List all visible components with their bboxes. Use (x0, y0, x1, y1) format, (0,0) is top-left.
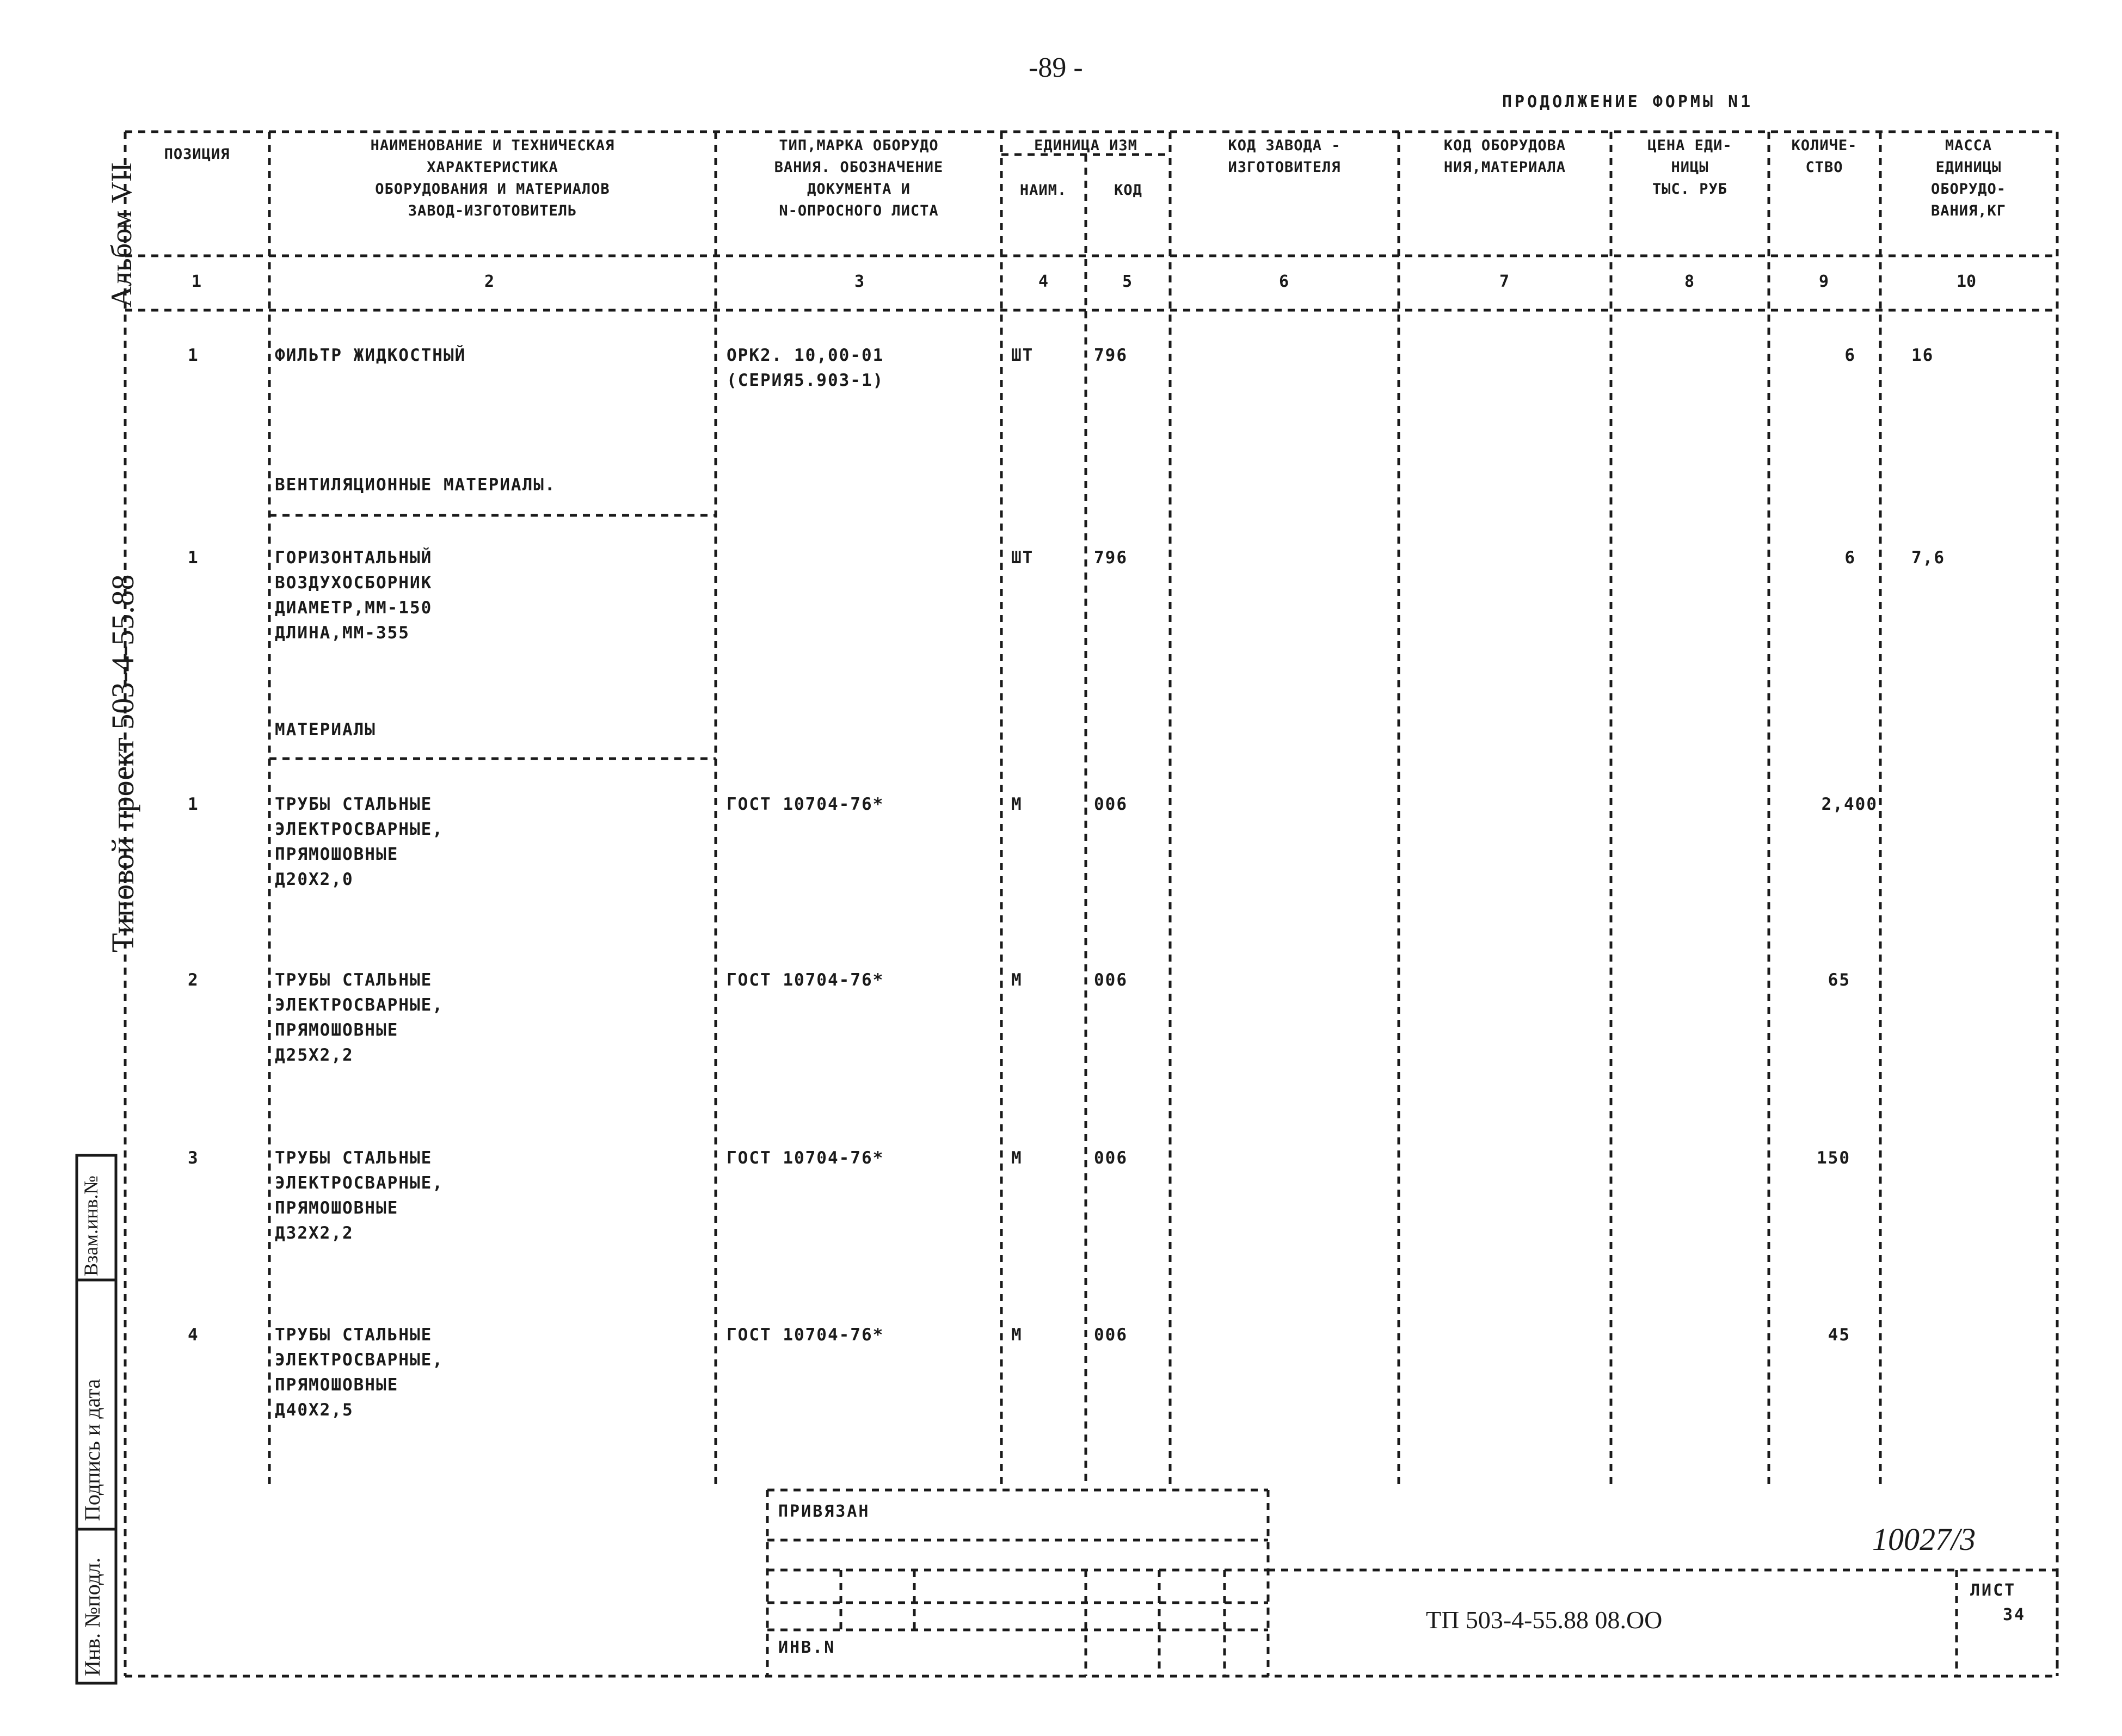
row-unit: М (1011, 795, 1023, 814)
column-number: 7 (1499, 272, 1510, 291)
column-number: 3 (854, 272, 865, 291)
section-heading: ВЕНТИЛЯЦИОННЫЕ МАТЕРИАЛЫ. (275, 475, 556, 495)
header-mass: МАССА ЕДИНИЦЫ ОБОРУДО- ВАНИЯ,КГ (1930, 137, 2007, 219)
row-quantity: 45 (1828, 1325, 1850, 1345)
row-quantity: 6 (1844, 548, 1856, 568)
row-type: ГОСТ 10704-76* (727, 1148, 884, 1168)
row-quantity: 2,400 (1821, 795, 1878, 814)
sheet-label: ЛИСТ (1970, 1581, 2016, 1600)
column-number: 5 (1122, 272, 1133, 291)
stamp-box-signature-date: Подпись и дата (80, 1378, 104, 1521)
row-name: ТРУБЫ СТАЛЬНЫЕ ЭЛЕКТРОСВАРНЫЕ, ПРЯМОШОВНЫЕ Д25Х2,2 (275, 970, 444, 1065)
column-number: 1 (192, 272, 202, 291)
row-unit-code: 796 (1094, 548, 1128, 568)
row-type: ГОСТ 10704-76* (727, 970, 884, 990)
row-name: ТРУБЫ СТАЛЬНЫЕ ЭЛЕКТРОСВАРНЫЕ, ПРЯМОШОВНЫЕ Д20Х2,0 (275, 795, 444, 889)
row-name: ГОРИЗОНТАЛЬНЫЙ ВОЗДУХОСБОРНИК ДИАМЕТР,ММ-150 ДЛИНА,ММ-355 (275, 548, 433, 643)
column-number: 6 (1279, 272, 1289, 291)
row-unit-code: 796 (1094, 346, 1128, 365)
sheet-number: 34 (2003, 1605, 2026, 1624)
header-unit: ЕДИНИЦА ИЗМ (1034, 137, 1137, 154)
header-unit-code: КОД (1114, 182, 1142, 199)
column-number: 10 (1957, 272, 1977, 291)
header-quantity: КОЛИЧЕ- СТВО (1791, 137, 1857, 176)
row-name: ТРУБЫ СТАЛЬНЫЕ ЭЛЕКТРОСВАРНЫЕ, ПРЯМОШОВНЫЕ Д40Х2,5 (275, 1325, 444, 1420)
row-unit-code: 006 (1094, 970, 1128, 990)
row-mass: 16 (1911, 346, 1934, 365)
row-position: 3 (188, 1148, 199, 1168)
row-position: 1 (188, 548, 199, 568)
header-name: НАИМЕНОВАНИЕ И ТЕХНИЧЕСКАЯ ХАРАКТЕРИСТИКА ОБОРУДОВАНИЯ И МАТЕРИАЛОВ ЗАВОД-ИЗГОТОВИТЕЛЬ (370, 137, 615, 219)
handwritten-number: 10027/3 (1872, 1522, 1976, 1557)
row-type: ГОСТ 10704-76* (727, 795, 884, 814)
row-position: 1 (188, 795, 199, 814)
album-label: Альбом VII (105, 162, 138, 307)
inventory-label: ИНВ.N (778, 1638, 836, 1657)
row-position: 2 (188, 970, 199, 990)
row-unit-code: 006 (1094, 795, 1128, 814)
column-number: 8 (1684, 272, 1695, 291)
stamp-box-inv-podl: Инв. №подл. (80, 1558, 104, 1676)
page-number: -89 - (1029, 52, 1083, 83)
header-position: ПОЗИЦИЯ (164, 146, 230, 163)
project-label: Типовой проект 503-4-55.88 (105, 574, 140, 952)
row-mass: 7,6 (1911, 548, 1945, 568)
row-quantity: 6 (1844, 346, 1856, 365)
row-name: ТРУБЫ СТАЛЬНЫЕ ЭЛЕКТРОСВАРНЫЕ, ПРЯМОШОВНЫЕ Д32Х2,2 (275, 1148, 444, 1243)
row-quantity: 150 (1817, 1148, 1850, 1168)
form-continuation-label: ПРОДОЛЖЕНИЕ ФОРМЫ N1 (1502, 93, 1754, 112)
row-quantity: 65 (1828, 970, 1850, 990)
row-unit-code: 006 (1094, 1325, 1128, 1345)
column-number: 2 (484, 272, 495, 291)
column-number: 4 (1038, 272, 1049, 291)
row-unit-code: 006 (1094, 1148, 1128, 1168)
header-type: ТИП,МАРКА ОБОРУДО ВАНИЯ. ОБОЗНАЧЕНИЕ ДОКУМЕНТА И N-ОПРОСНОГО ЛИСТА (774, 137, 944, 219)
header-equipment-code: КОД ОБОРУДОВА НИЯ,МАТЕРИАЛА (1443, 137, 1566, 176)
row-name: ФИЛЬТР ЖИДКОСТНЫЙ (275, 346, 466, 365)
row-unit: М (1011, 1148, 1023, 1168)
row-unit: М (1011, 970, 1023, 990)
privyazan-label: ПРИВЯЗАН (778, 1502, 870, 1521)
header-factory-code: КОД ЗАВОДА - ИЗГОТОВИТЕЛЯ (1228, 137, 1341, 176)
row-unit: М (1011, 1325, 1023, 1345)
row-position: 4 (188, 1325, 199, 1345)
header-unit-name: НАИМ. (1019, 182, 1067, 199)
section-heading: МАТЕРИАЛЫ (275, 720, 376, 740)
row-position: 1 (188, 346, 199, 365)
row-unit: ШТ (1011, 548, 1034, 568)
row-type: ГОСТ 10704-76* (727, 1325, 884, 1345)
row-unit: ШТ (1011, 346, 1034, 365)
stamp-box-vzam-inv: Взам.инв.№ (80, 1175, 102, 1276)
row-type: ОРК2. 10,00-01 (СЕРИЯ5.903-1) (727, 346, 884, 390)
header-price: ЦЕНА ЕДИ- НИЦЫ ТЫС. РУБ (1647, 137, 1732, 198)
document-code: ТП 503-4-55.88 08.ОО (1426, 1606, 1663, 1634)
column-number: 9 (1819, 272, 1829, 291)
